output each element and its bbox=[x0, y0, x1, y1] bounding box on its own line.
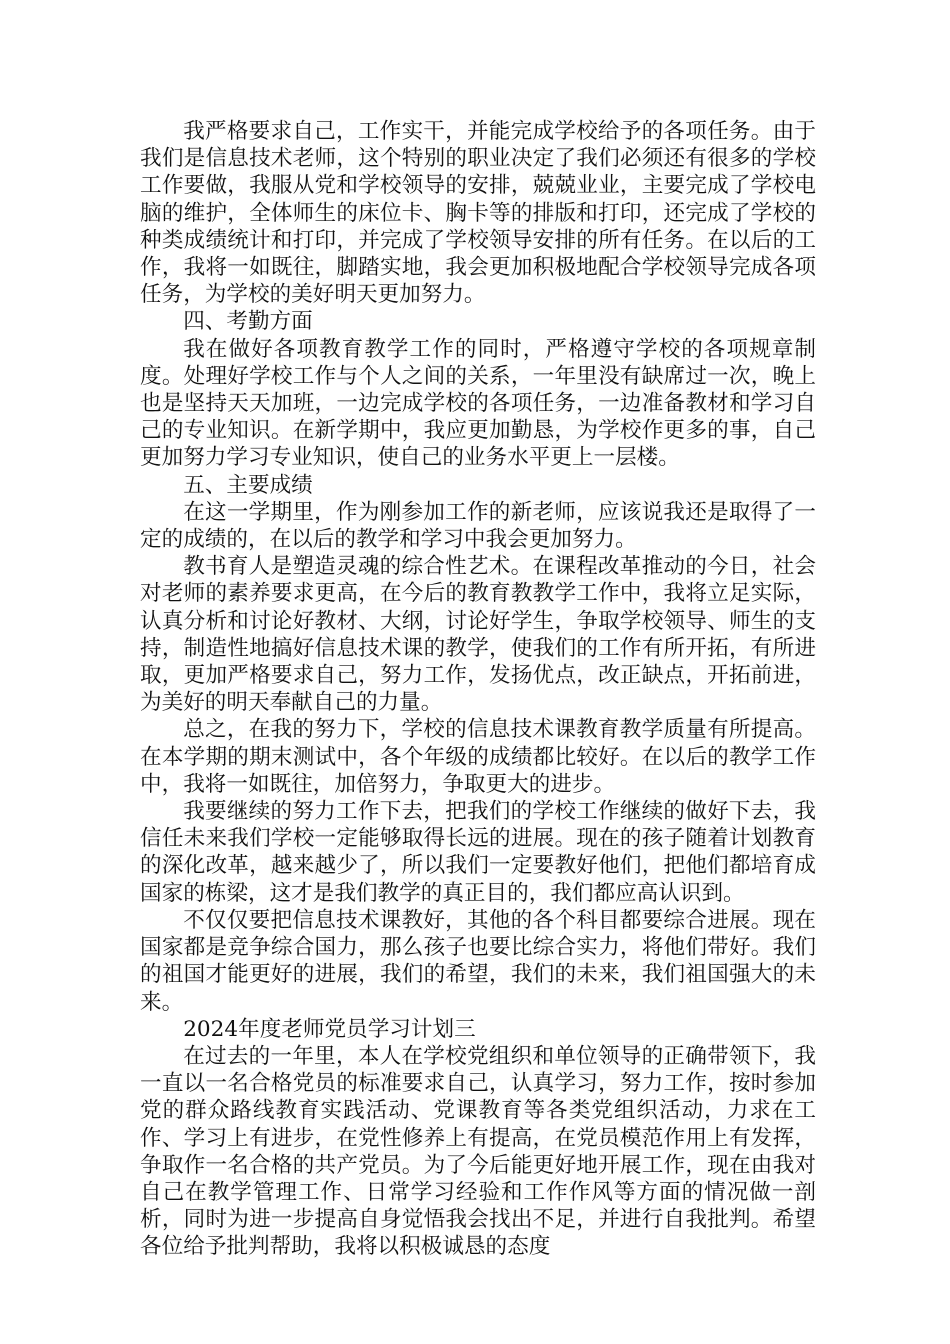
section-heading: 2024年度老师党员学习计划三 bbox=[183, 1016, 476, 1042]
document-body bbox=[140, 118, 816, 1261]
paragraph: 我严格要求自己，工作实干，并能完成学校给予的各项任务。由于我们是信息技术老师，这个特别的职业决定了我们必须还有很多的学校工作要做，我服从党和学校领导的安排，兢兢业业，主要完成了学校电脑的维护，全体师生的床位卡、胸卡等的排版和打印，还完成了学校的种类成绩统计和打印，并完成了学校领导安排的所有任务。在以后的工作，我将一如既往，脚踏实地，我会更加积极地配合学校领导完成各项任务，为学校的美好明天更加努力。 bbox=[140, 119, 816, 308]
paragraph: 不仅仅要把信息技术课教好，其他的各个科目都要综合进展。现在国家都是竞争综合国力，那么孩子也要比综合实力，将他们带好。我们的祖国才能更好的进展，我们的希望，我们的未来，我们祖国强大的未来。 bbox=[140, 907, 816, 1015]
paragraph: 教书育人是塑造灵魂的综合性艺术。在课程改革推动的今日，社会对老师的素养要求更高，在今后的教育教教学工作中，我将立足实际，认真分析和讨论好教材、大纲，讨论好学生，争取学校领导、师生的支持，制造性地搞好信息技术课的教学，使我们的工作有所开拓，有所进取，更加严格要求自己，努力工作，发扬优点，改正缺点，开拓前进，为美好的明天奉献自己的力量。 bbox=[140, 554, 816, 716]
paragraph: 在这一学期里，作为刚参加工作的新老师，应该说我还是取得了一定的成绩的，在以后的教学和学习中我会更加努力。 bbox=[140, 499, 816, 553]
paragraph: 我要继续的努力工作下去，把我们的学校工作继续的做好下去，我信任未来我们学校一定能够取得长远的进展。现在的孩子随着计划教育的深化改革，越来越少了，所以我们一定要教好他们，把他们都培育成国家的栋梁，这才是我们教学的真正目的，我们都应高认识到。 bbox=[140, 799, 816, 906]
paragraph: 在过去的一年里，本人在学校党组织和单位领导的正确带领下，我一直以一名合格党员的标准要求自己，认真学习，努力工作，按时参加党的群众路线教育实践活动、党课教育等各类党组织活动，力求在工作、学习上有进步，在党性修养上有提高，在党员模范作用上有发挥，争取作一名合格的共产党员。为了今后能更好地开展工作，现在由我对自己在教学管理工作、日常学习经验和工作作风等方面的情况做一剖析，同时为进一步提高自身觉悟我会找出不足，并进行自我批判。希望各位给予批判帮助，我将以积极诚恳的态度 bbox=[140, 1043, 816, 1260]
paragraph: 总之，在我的努力下，学校的信息技术课教育教学质量有所提高。在本学期的期末测试中，各个年级的成绩都比较好。在以后的教学工作中，我将一如既往，加倍努力，争取更大的进步。 bbox=[140, 717, 816, 797]
section-heading: 四、考勤方面 bbox=[183, 309, 313, 335]
section-heading: 五、主要成绩 bbox=[183, 472, 313, 498]
paragraph: 我在做好各项教育教学工作的同时，严格遵守学校的各项规章制度。处理好学校工作与个人之间的关系，一年里没有缺席过一次，晚上也是坚持天天加班，一边完成学校的各项任务，一边准备教材和学习自己的专业知识。在新学期中，我应更加勤恳，为学校作更多的事，自己更加努力学习专业知识，使自己的业务水平更上一层楼。 bbox=[140, 336, 816, 471]
